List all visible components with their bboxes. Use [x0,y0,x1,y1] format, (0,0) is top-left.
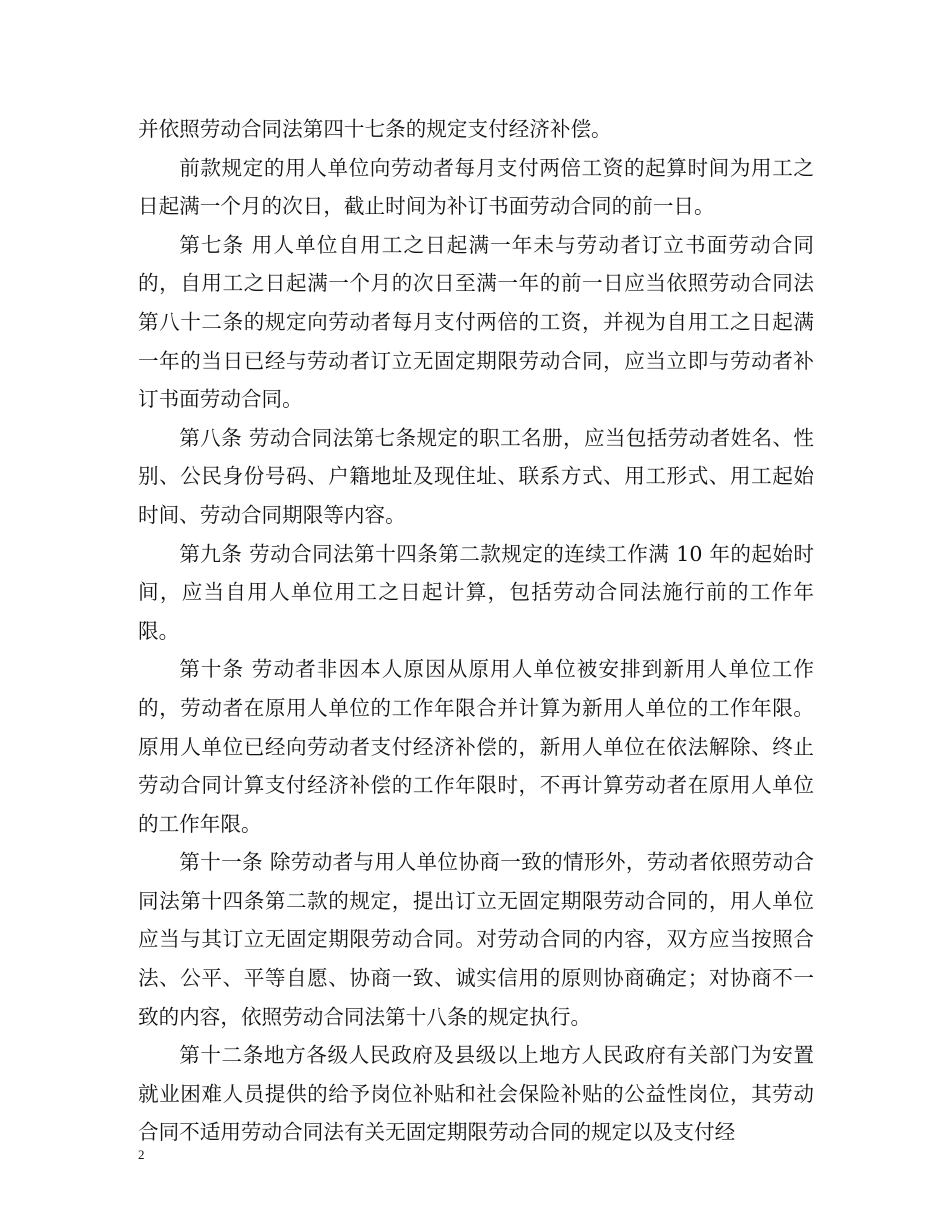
paragraph: 第十条 劳动者非因本人原因从原用人单位被安排到新用人单位工作的，劳动者在原用人单位的工作年限合并计算为新用人单位的工作年限。原用人单位已经向劳动者支付经济补偿的，新用人单位在依法解除、终止劳动合同计算支付经济补偿的工作年限时，不再计算劳动者在原用人单位的工作年限。 [138,657,814,836]
paragraph: 第十一条 除劳动者与用人单位协商一致的情形外，劳动者依照劳动合同法第十四条第二款的规定，提出订立无固定期限劳动合同的，用人单位应当与其订立无固定期限劳动合同。对劳动合同的内容，双方应当按照合法、公平、平等自愿、协商一致、诚实信用的原则协商确定；对协商不一致的内容，依照劳动合同法第十八条的规定执行。 [138,850,814,1029]
page-number: 2 [138,1147,145,1162]
paragraph: 第七条 用人单位自用工之日起满一年未与劳动者订立书面劳动合同的，自用工之日起满一个月的次日至满一年的前一日应当依照劳动合同法第八十二条的规定向劳动者每月支付两倍的工资，并视为自用工之日起满一年的当日已经与劳动者订立无固定期限劳动合同，应当立即与劳动者补订书面劳动合同。 [138,232,814,412]
paragraph: 第九条 劳动合同法第十四条第二款规定的连续工作满 10 年的起始时间，应当自用人单位用工之日起计算，包括劳动合同法施行前的工作年限。 [138,541,814,643]
paragraph: 第十二条地方各级人民政府及县级以上地方人民政府有关部门为安置就业困难人员提供的给予岗位补贴和社会保险补贴的公益性岗位，其劳动合同不适用劳动合同法有关无固定期限劳动合同的规定以及支付经 [138,1043,814,1145]
document-body [138,110,814,1152]
paragraph: 并依照劳动合同法第四十七条的规定支付经济补偿。 [138,117,612,141]
paragraph: 前款规定的用人单位向劳动者每月支付两倍工资的起算时间为用工之日起满一个月的次日，截止时间为补订书面劳动合同的前一日。 [138,155,814,219]
paragraph: 第八条 劳动合同法第七条规定的职工名册，应当包括劳动者姓名、性别、公民身份号码、户籍地址及现住址、联系方式、用工形式、用工起始时间、劳动合同期限等内容。 [138,425,814,527]
